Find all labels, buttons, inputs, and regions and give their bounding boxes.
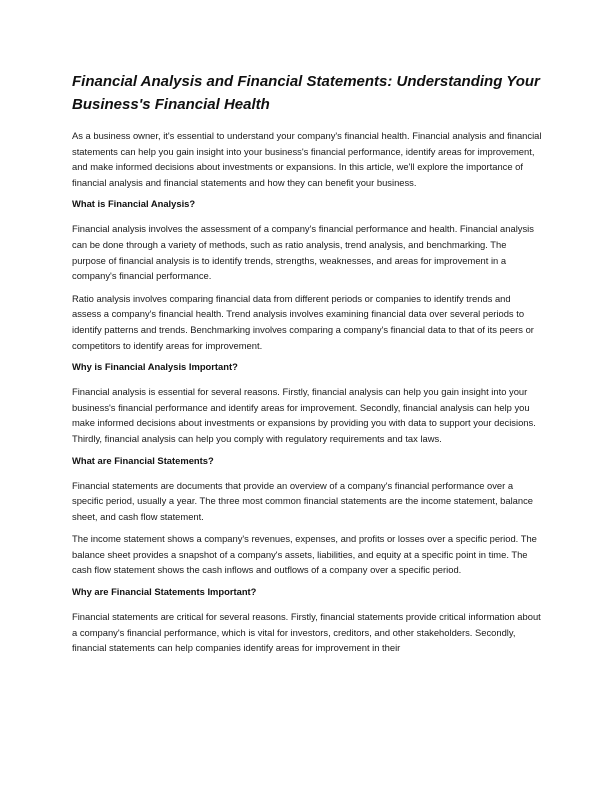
- analysis-methods-paragraph: Ratio analysis involves comparing financial data from different periods or companies to identify trends and assess a company's financial health. Trend analysis involves examining financial data over several periods to identify patterns and trends. Benchmarking involves comparing a company's financial data to that of its peers or competitors to identify areas for improvement.: [72, 292, 534, 351]
- document-title: Financial Analysis and Financial Statements: Understanding Your Business's Financial Health: [72, 73, 540, 113]
- section-heading-what-is-analysis: What is Financial Analysis?: [72, 198, 196, 210]
- analysis-importance-paragraph: Financial analysis is essential for several reasons. Firstly, financial analysis can help you gain insight into your business's financial performance and identify areas for improvement. Secondly, financial analysis can help you make informed decisions about investments or expansions by providing you with data to support your decisions. Thirdly, financial analysis can help you comply with regulatory requirements and tax laws.: [72, 386, 536, 444]
- section-heading-why-statements: Why are Financial Statements Important?: [72, 586, 257, 598]
- statements-importance-paragraph: Financial statements are critical for several reasons. Firstly, financial statements provide critical information about a company's financial performance, which is vital for investors, creditors, and other stakeholders. Secondly, financial statements can help companies identify areas for improvement in their: [72, 611, 541, 654]
- intro-paragraph: As a business owner, it's essential to understand your company's financial health. Financial analysis and financial statements can help you gain insight into your business's financial performance, identify areas for improvement, and make informed decisions about investments or expansions. In this article, we'll explore the importance of financial analysis and financial statements and how they can benefit your business.: [72, 130, 542, 188]
- document-page: [72, 70, 542, 663]
- statements-types-paragraph: The income statement shows a company's revenues, expenses, and profits or losses over a specific period. The balance sheet provides a snapshot of a company's assets, liabilities, and equity at a specific point in time. The cash flow statement shows the cash inflows and outflows of a company over a specific period.: [72, 533, 537, 576]
- statements-definition-paragraph: Financial statements are documents that provide an overview of a company's financial performance over a specific period, usually a year. The three most common financial statements are the income statement, balance sheet, and cash flow statement.: [72, 479, 533, 522]
- section-heading-why-analysis: Why is Financial Analysis Important?: [72, 361, 238, 373]
- analysis-definition-paragraph: Financial analysis involves the assessment of a company's financial performance and health. Financial analysis can be done through a variety of methods, such as ratio analysis, trend analysis, and benchmarking. The purpose of financial analysis is to identify trends, strengths, weaknesses, and areas for improvement in a company's financial performance.: [72, 223, 534, 282]
- section-heading-what-are-statements: What are Financial Statements?: [72, 454, 214, 466]
